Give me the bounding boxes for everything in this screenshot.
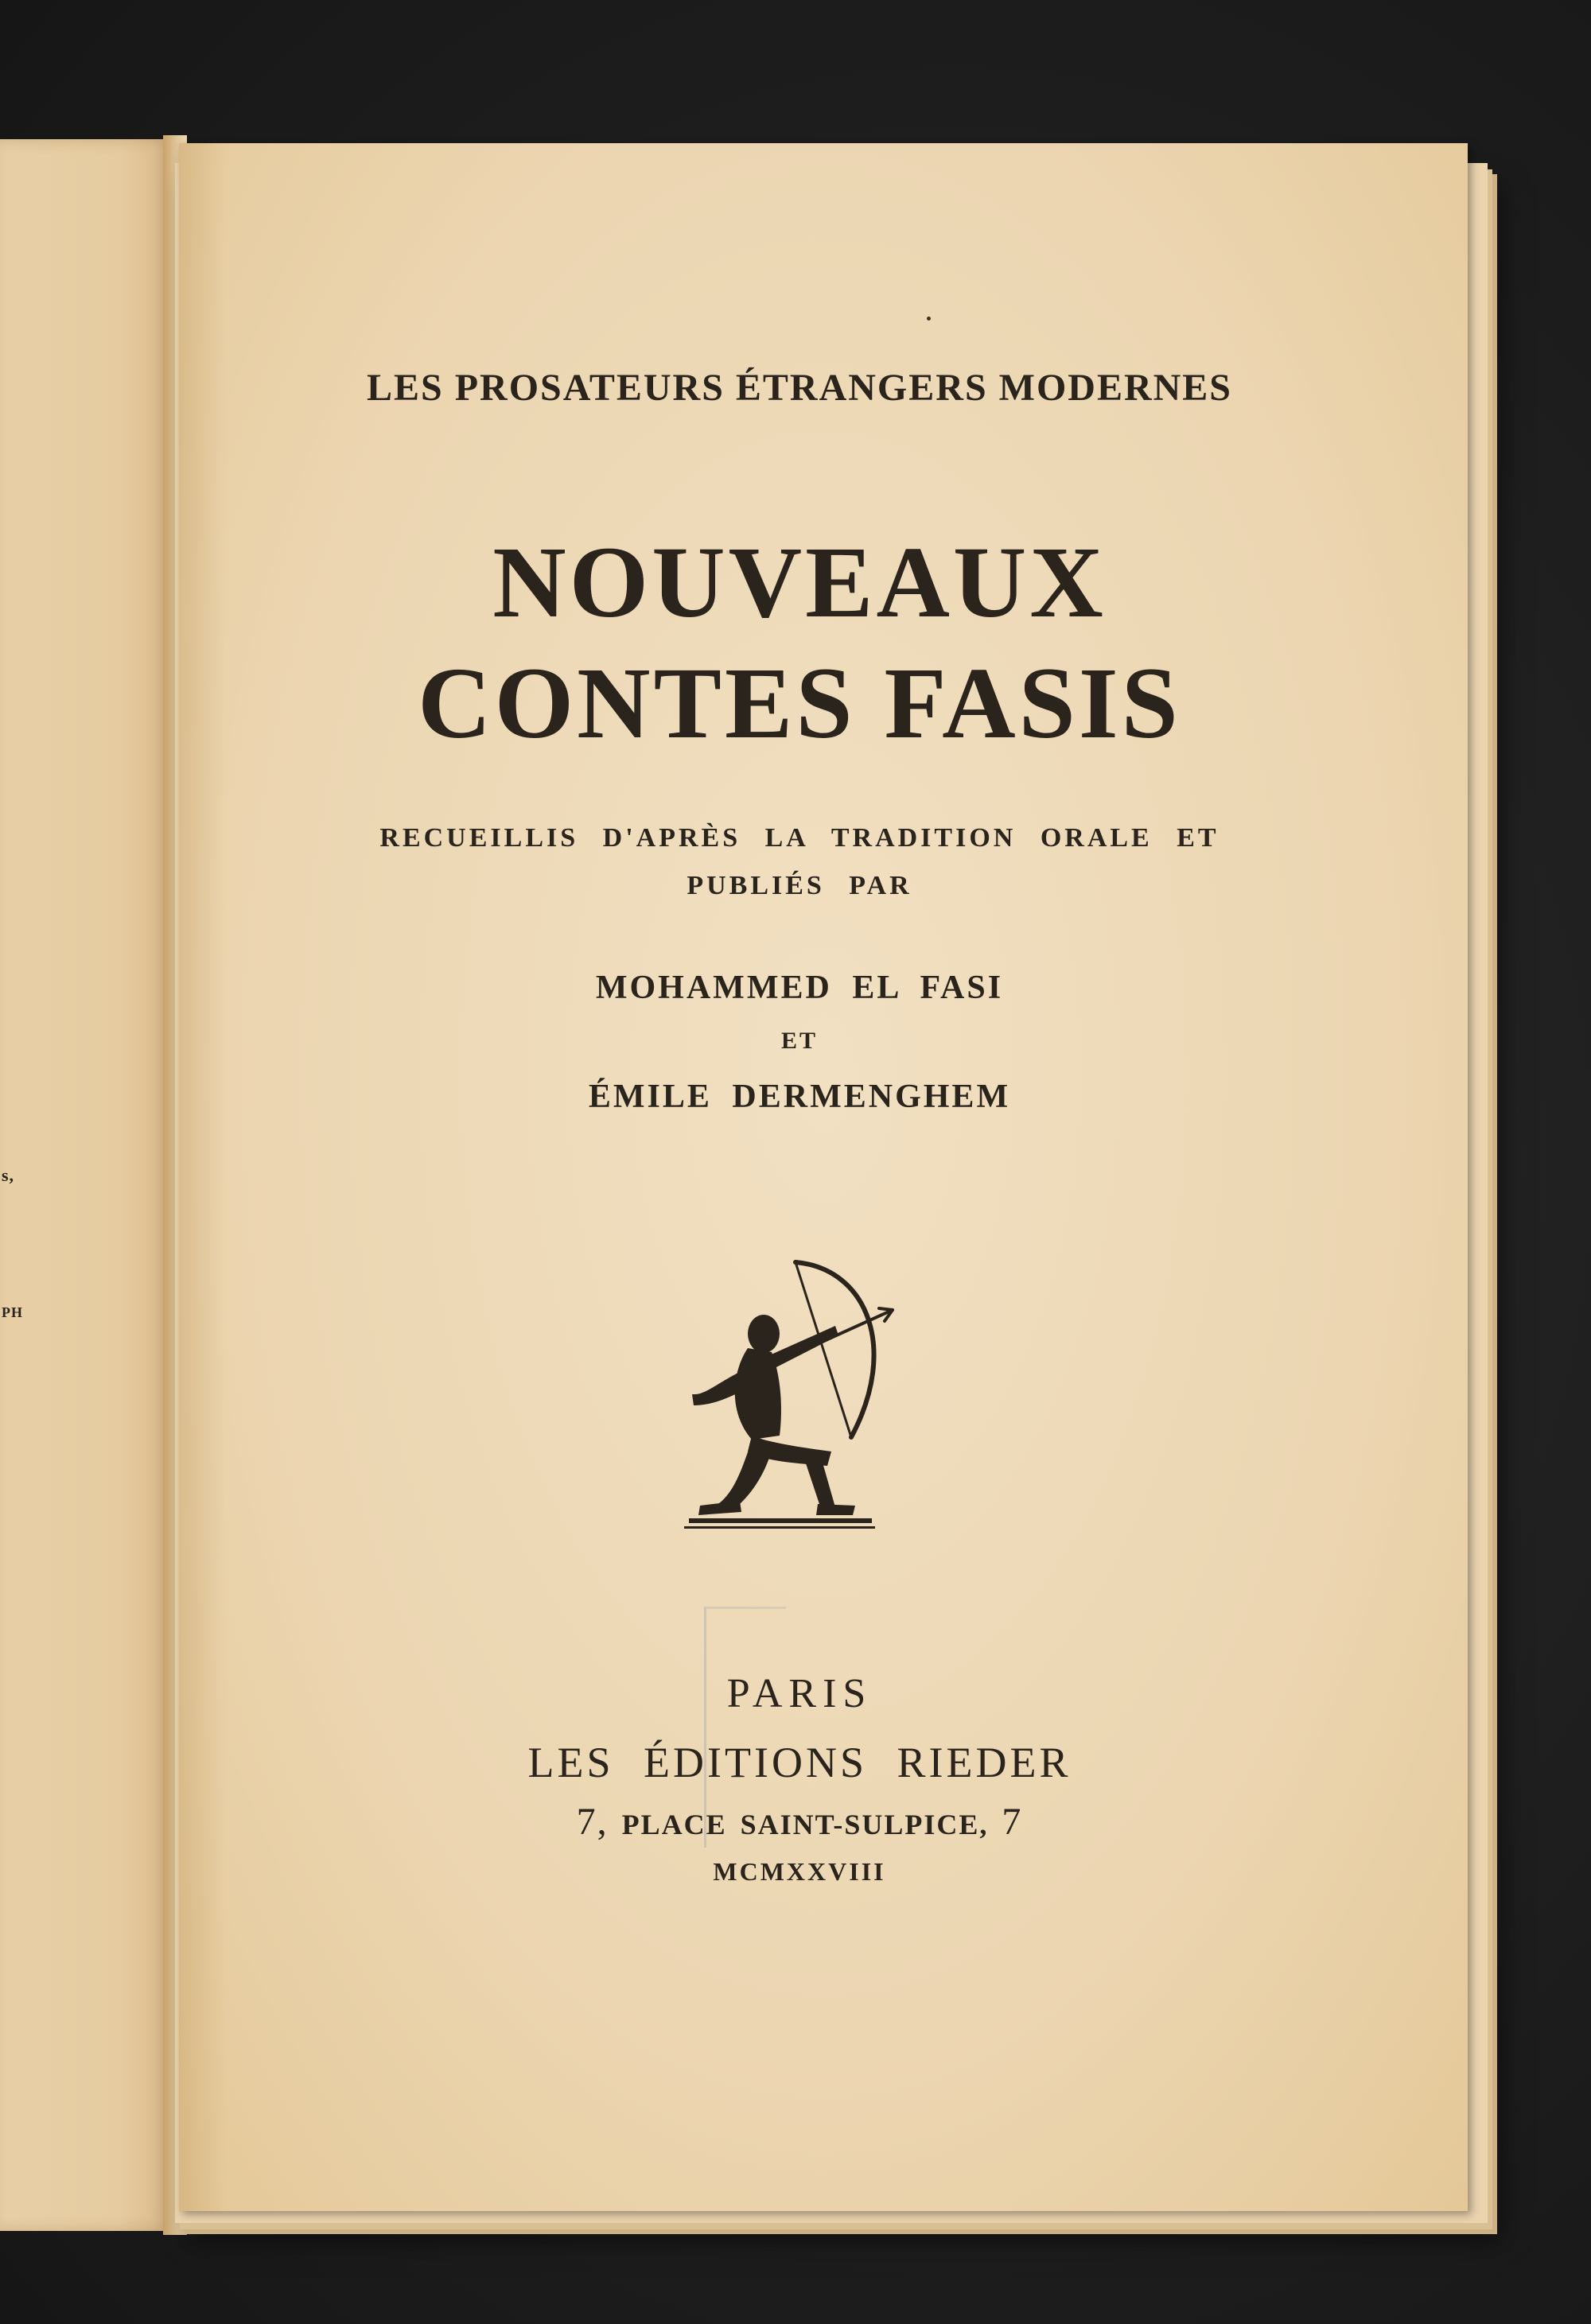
facing-page-left	[0, 139, 171, 2231]
author-2: ÉMILE DERMENGHEM	[588, 1078, 1011, 1115]
series-title: LES PROSATEURS ÉTRANGERS MODERNES	[367, 367, 1232, 409]
subtitle-line-2: PUBLIÉS PAR	[687, 871, 912, 900]
author-conjunction: ET	[780, 1028, 819, 1054]
left-page-fragment: s,	[2, 1165, 15, 1185]
subtitle-line-1: RECUEILLIS D'APRÈS LA TRADITION ORALE ET	[379, 823, 1220, 853]
left-page-fragment: PH	[2, 1304, 23, 1320]
address-street: PLACE SAINT-SULPICE,	[621, 1809, 989, 1840]
imprint-city: PARIS	[726, 1671, 873, 1716]
imprint-publisher: LES ÉDITIONS RIEDER	[527, 1739, 1072, 1786]
title-page	[179, 143, 1468, 2211]
imprint-year: MCMXXVIII	[713, 1857, 886, 1886]
imprint-address	[179, 1800, 1420, 1844]
page-dot	[927, 317, 931, 321]
address-number-right: 7	[1002, 1801, 1023, 1843]
author-1: MOHAMMED EL FASI	[595, 970, 1004, 1006]
kneeling-archer-icon	[684, 1253, 907, 1539]
address-number-left: 7,	[576, 1801, 609, 1843]
book-title-line-2: CONTES FASIS	[418, 647, 1181, 760]
book-title-line-1: NOUVEAUX	[492, 526, 1107, 639]
